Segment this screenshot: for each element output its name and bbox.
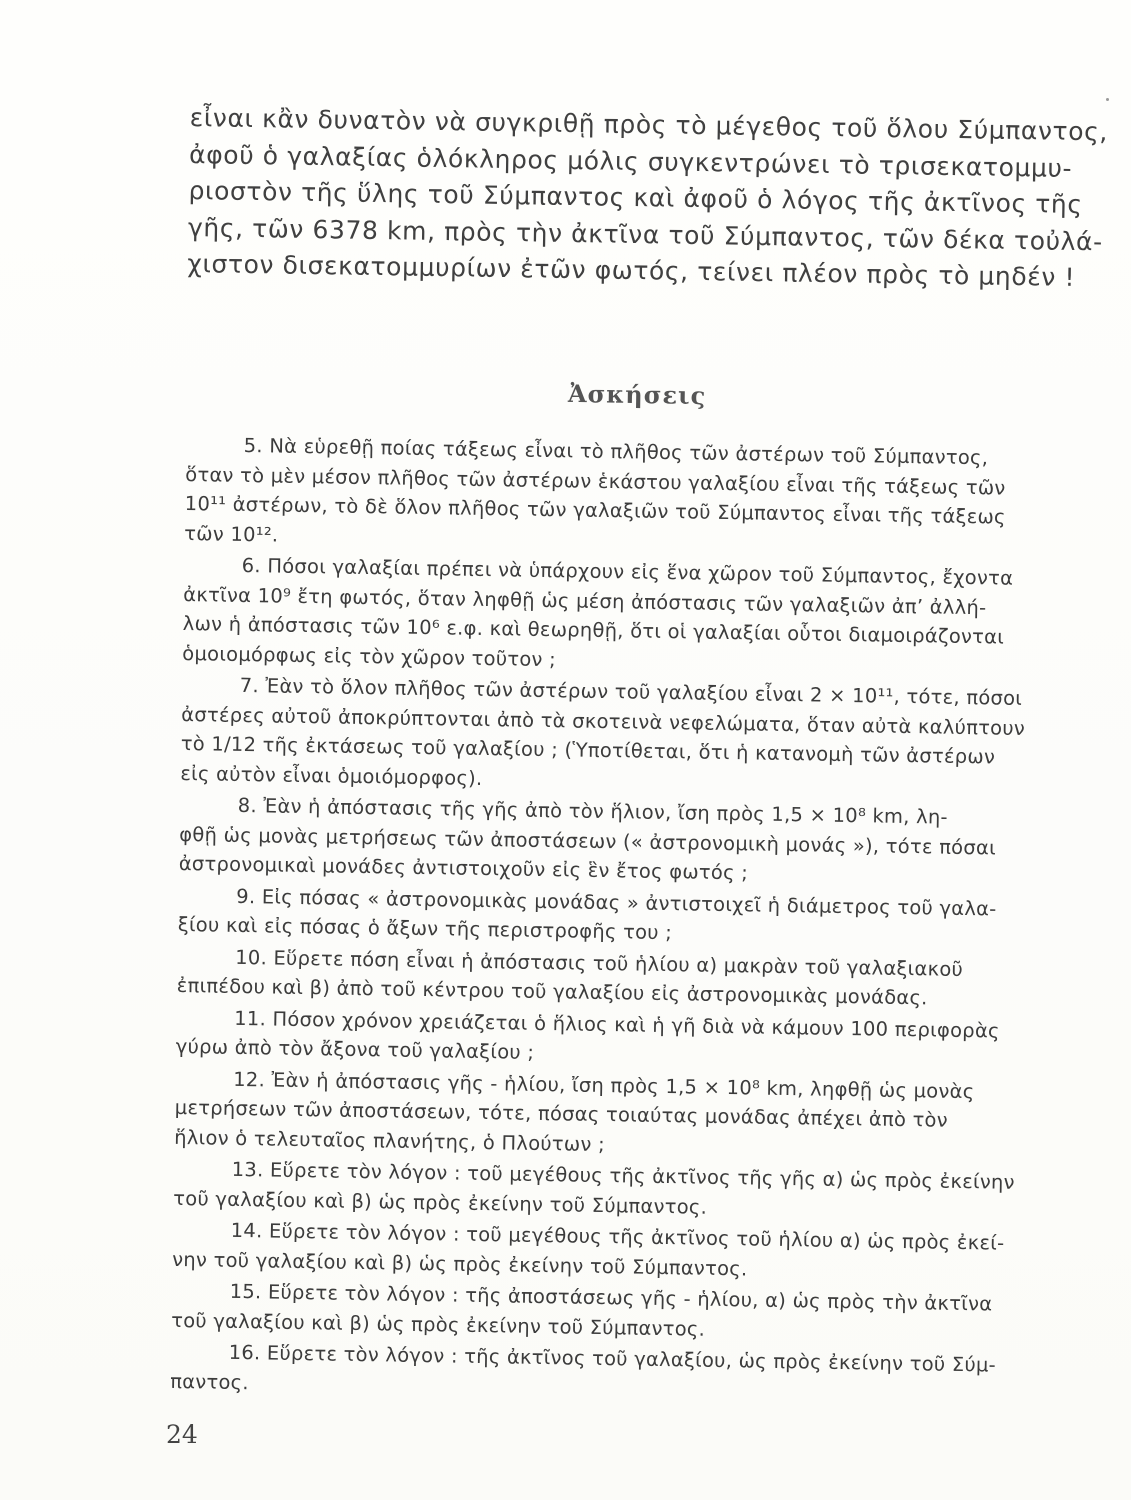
exercise-first-line: 8. Ἐὰν ἡ ἀπόστασις τῆς γῆς ἀπὸ τὸν ἥλιον, ἴση πρὸς 1,5 × 10⁸ km, λη- bbox=[237, 793, 949, 829]
exercise-item bbox=[170, 1337, 1031, 1410]
intro-paragraph bbox=[187, 100, 1109, 296]
intro-line: γῆς, τῶν 6378 km, πρὸς τὴν ἀκτῖνα τοῦ Σύμπαντος, τῶν δέκα τοὐλά- bbox=[187, 212, 1103, 256]
exercise-first-line: 7. Ἐὰν τὸ ὅλον πλῆθος τῶν ἀστέρων τοῦ γαλαξίου εἶναι 2 × 10¹¹, τότε, πόσοι bbox=[239, 673, 1023, 710]
exercise-item bbox=[184, 430, 1046, 562]
exercise-line: ἐπιπέδου καὶ β) ἀπὸ τοῦ κέντρου τοῦ γαλαξίου εἰς ἀστρονομικὰς μονάδας. bbox=[176, 973, 928, 1010]
exercise-first-line: 12. Ἐὰν ἡ ἀπόστασις γῆς - ἡλίου, ἴση πρὸς 1,5 × 10⁸ km, ληφθῇ ὡς μονὰς bbox=[233, 1067, 975, 1103]
exercise-first-line: 5. Νὰ εὑρεθῇ ποίας τάξεως εἶναι τὸ πλῆθος τῶν ἀστέρων τοῦ Σύμπαντος, bbox=[243, 433, 989, 470]
exercise-first-line: 10. Εὕρετε πόση εἶναι ἡ ἀπόστασις τοῦ ἡλίου α) μακρὰν τοῦ γαλαξιακοῦ bbox=[235, 945, 964, 981]
intro-line: ριοστὸν τῆς ὕλης τοῦ Σύμπαντος καὶ ἀφοῦ ὁ λόγος τῆς ἀκτῖνος τῆς bbox=[188, 175, 1083, 220]
paper-speck bbox=[1106, 98, 1109, 101]
exercise-line: ἀκτῖνα 10⁹ ἔτη φωτός, ὅταν ληφθῇ ὡς μέση ἀπόστασις τῶν γαλαξιῶν ἀπ’ ἀλλή- bbox=[183, 582, 987, 619]
exercise-first-line: 14. Εὕρετε τὸν λόγον : τοῦ μεγέθους τῆς ἀκτῖνος τοῦ ἡλίου α) ὡς πρὸς ἐκεί- bbox=[230, 1218, 1005, 1255]
exercise-item bbox=[174, 1063, 1035, 1166]
exercise-line: 10¹¹ ἀστέρων, τὸ δὲ ὅλον πλῆθος τῶν γαλαξιῶν τοῦ Σύμπαντος εἶναι τῆς τάξεως bbox=[184, 491, 1006, 529]
exercise-line: εἰς αὐτὸν εἶναι ὁμοιόμορφος). bbox=[180, 761, 483, 790]
page-number: 24 bbox=[166, 1420, 198, 1449]
intro-line: εἶναι κἂν δυνατὸν νὰ συγκριθῇ πρὸς τὸ μέγεθος τοῦ ὅλου Σύμπαντος, bbox=[189, 102, 1109, 147]
exercise-item bbox=[179, 790, 1040, 893]
exercise-first-line: 9. Εἰς πόσας « ἀστρονομικὰς μονάδας » ἀντιστοιχεῖ ἡ διάμετρος τοῦ γαλα- bbox=[236, 884, 997, 921]
section-heading: Ἀσκήσεις bbox=[567, 378, 707, 411]
exercise-first-line: 15. Εὕρετε τὸν λόγον : τῆς ἀποστάσεως γῆς - ἡλίου, α) ὡς πρὸς τὴν ἀκτῖνα bbox=[229, 1279, 993, 1316]
exercise-line: μετρήσεων τῶν ἀποστάσεων, τότε, πόσας τοιαύτας μονάδας ἀπέχει ἀπὸ τὸν bbox=[174, 1095, 949, 1132]
exercise-first-line: 11. Πόσον χρόνον χρειάζεται ὁ ἥλιος καὶ ἡ γῆ διὰ νὰ κάμουν 100 περιφορὰς bbox=[234, 1006, 1000, 1043]
exercise-line: ἀστέρες αὐτοῦ ἀποκρύπτονται ἀπὸ τὰ σκοτεινὰ νεφελώματα, ὅταν αὐτὰ καλύπτουν bbox=[181, 702, 1026, 740]
exercise-item bbox=[182, 550, 1044, 682]
exercise-item bbox=[180, 670, 1042, 802]
exercise-line: τοῦ γαλαξίου καὶ β) ὡς πρὸς ἐκείνην τοῦ Σύμπαντος. bbox=[173, 1186, 708, 1219]
exercise-line: τῶν 10¹². bbox=[184, 521, 279, 547]
intro-line: χιστον δισεκατομμυρίων ἐτῶν φωτός, τείνει πλέον πρὸς τὸ μηδέν ! bbox=[187, 248, 1076, 292]
intro-line: ἀφοῦ ὁ γαλαξίας ὁλόκληρος μόλις συγκεντρώνει τὸ τρισεκατομμυ- bbox=[188, 139, 1073, 183]
exercise-line: ὁμοιομόρφως εἰς τὸν χῶρον τοῦτον ; bbox=[182, 641, 557, 671]
exercise-line: ὅταν τὸ μὲν μέσον πλῆθος τῶν ἀστέρων ἑκάστου γαλαξίου εἶναι τῆς τάξεως τῶν bbox=[185, 462, 1006, 500]
exercise-line: φθῇ ὡς μονὰς μετρήσεως τῶν ἀποστάσεων (« ἀστρονομικὴ μονάς »), τότε πόσαι bbox=[179, 822, 997, 859]
exercise-line: λων ἡ ἀπόστασις τῶν 10⁶ ε.φ. καὶ θεωρηθῇ, ὅτι οἱ γαλαξίαι οὗτοι διαμοιράζονται bbox=[182, 611, 1005, 649]
exercise-line: γύρω ἀπὸ τὸν ἄξονα τοῦ γαλαξίου ; bbox=[175, 1034, 535, 1064]
exercise-line: τὸ 1/12 τῆς ἐκτάσεως τοῦ γαλαξίου ; (Ὑποτίθεται, ὅτι ἡ κατανομὴ τῶν ἀστέρων bbox=[180, 731, 996, 769]
exercise-first-line: 6. Πόσοι γαλαξίαι πρέπει νὰ ὑπάρχουν εἰς ἕνα χῶρον τοῦ Σύμπαντος, ἔχοντα bbox=[241, 553, 1014, 590]
exercise-line: ξίου καὶ εἰς πόσας ὁ ἄξων τῆς περιστροφῆς του ; bbox=[177, 912, 673, 945]
exercise-first-line: 16. Εὕρετε τὸν λόγον : τῆς ἀκτῖνος τοῦ γαλαξίου, ὡς πρὸς ἐκείνην τοῦ Σύμ- bbox=[228, 1340, 997, 1377]
exercise-line: ἀστρονομικαὶ μονάδες ἀντιστοιχοῦν εἰς ἓν ἔτος φωτός ; bbox=[178, 851, 749, 885]
exercise-line: ἥλιον ὁ τελευταῖος πλανήτης, ὁ Πλούτων ; bbox=[174, 1125, 606, 1156]
exercise-first-line: 13. Εὕρετε τὸν λόγον : τοῦ μεγέθους τῆς ἀκτῖνος τῆς γῆς α) ὡς πρὸς ἐκείνην bbox=[231, 1157, 1015, 1194]
exercise-line: παντος. bbox=[170, 1369, 249, 1394]
exercise-line: νην τοῦ γαλαξίου καὶ β) ὡς πρὸς ἐκείνην τοῦ Σύμπαντος. bbox=[172, 1247, 748, 1280]
exercise-line: τοῦ γαλαξίου καὶ β) ὡς πρὸς ἐκείνην τοῦ Σύμπαντος. bbox=[171, 1308, 706, 1341]
exercise-list bbox=[170, 430, 1046, 1412]
